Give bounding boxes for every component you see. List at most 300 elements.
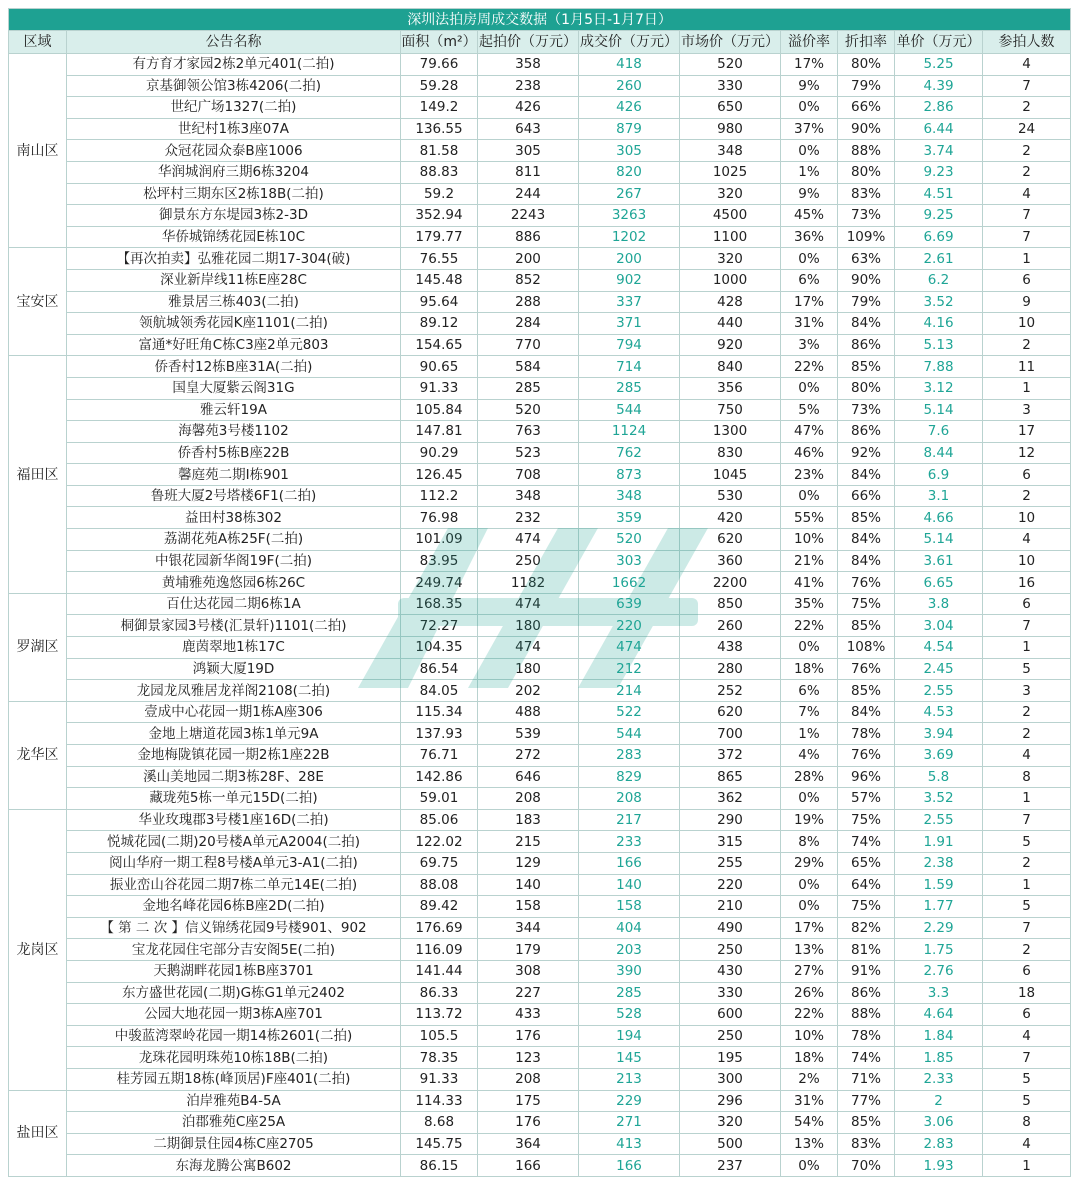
deal-price-cell: 303 (579, 550, 680, 572)
table-row (9, 377, 1071, 399)
start-price-cell: 179 (478, 939, 579, 961)
discount-rate-cell: 84% (838, 464, 895, 486)
header-bidder-count: 参拍人数 (983, 31, 1071, 54)
deal-price-cell: 213 (579, 1068, 680, 1090)
bidder-count-cell: 2 (983, 485, 1071, 507)
start-price-cell: 250 (478, 550, 579, 572)
market-price-cell: 520 (680, 54, 781, 76)
area-cell: 83.95 (401, 550, 478, 572)
start-price-cell: 232 (478, 507, 579, 529)
unit-price-cell: 6.9 (895, 464, 983, 486)
start-price-cell: 208 (478, 1068, 579, 1090)
unit-price-cell: 2.38 (895, 852, 983, 874)
listing-name-cell: 益田村38栋302 (67, 507, 401, 529)
start-price-cell: 643 (478, 118, 579, 140)
discount-rate-cell: 90% (838, 118, 895, 140)
table-row (9, 550, 1071, 572)
unit-price-cell: 7.88 (895, 356, 983, 378)
area-cell: 104.35 (401, 637, 478, 659)
area-cell: 91.33 (401, 1068, 478, 1090)
table-title: 深圳法拍房周成交数据（1月5日-1月7日） (9, 9, 1071, 31)
listing-name-cell: 振业峦山谷花园二期7栋二单元14E(二拍) (67, 874, 401, 896)
premium-rate-cell: 10% (781, 1025, 838, 1047)
listing-name-cell: 世纪广场1327(二拍) (67, 97, 401, 119)
area-cell: 149.2 (401, 97, 478, 119)
start-price-cell: 763 (478, 421, 579, 443)
start-price-cell: 2243 (478, 205, 579, 227)
premium-rate-cell: 31% (781, 1090, 838, 1112)
discount-rate-cell: 64% (838, 874, 895, 896)
premium-rate-cell: 0% (781, 874, 838, 896)
market-price-cell: 280 (680, 658, 781, 680)
deal-price-cell: 233 (579, 831, 680, 853)
area-cell: 137.93 (401, 723, 478, 745)
area-cell: 179.77 (401, 226, 478, 248)
table-row (9, 1133, 1071, 1155)
market-price-cell: 372 (680, 745, 781, 767)
table-row (9, 788, 1071, 810)
unit-price-cell: 7.6 (895, 421, 983, 443)
unit-price-cell: 3.94 (895, 723, 983, 745)
listing-name-cell: 国皇大厦紫云阁31G (67, 377, 401, 399)
listing-name-cell: 东海龙腾公寓B602 (67, 1155, 401, 1177)
area-cell: 105.5 (401, 1025, 478, 1047)
area-cell: 89.12 (401, 313, 478, 335)
discount-rate-cell: 73% (838, 205, 895, 227)
premium-rate-cell: 54% (781, 1112, 838, 1134)
bidder-count-cell: 3 (983, 399, 1071, 421)
unit-price-cell: 4.39 (895, 75, 983, 97)
unit-price-cell: 2.33 (895, 1068, 983, 1090)
market-price-cell: 315 (680, 831, 781, 853)
area-cell: 168.35 (401, 593, 478, 615)
market-price-cell: 920 (680, 334, 781, 356)
premium-rate-cell: 35% (781, 593, 838, 615)
market-price-cell: 620 (680, 529, 781, 551)
unit-price-cell: 2.86 (895, 97, 983, 119)
premium-rate-cell: 1% (781, 723, 838, 745)
area-cell: 116.09 (401, 939, 478, 961)
start-price-cell: 886 (478, 226, 579, 248)
premium-rate-cell: 31% (781, 313, 838, 335)
table-row (9, 205, 1071, 227)
market-price-cell: 290 (680, 809, 781, 831)
premium-rate-cell: 22% (781, 1004, 838, 1026)
discount-rate-cell: 57% (838, 788, 895, 810)
deal-price-cell: 520 (579, 529, 680, 551)
listing-name-cell: 世纪村1栋3座07A (67, 118, 401, 140)
start-price-cell: 244 (478, 183, 579, 205)
listing-name-cell: 【再次拍卖】弘雅花园二期17-304(破) (67, 248, 401, 270)
bidder-count-cell: 11 (983, 356, 1071, 378)
table-row (9, 485, 1071, 507)
market-price-cell: 430 (680, 960, 781, 982)
discount-rate-cell: 75% (838, 809, 895, 831)
unit-price-cell: 6.2 (895, 269, 983, 291)
start-price-cell: 175 (478, 1090, 579, 1112)
listing-name-cell: 领航城领秀花园K座1101(二拍) (67, 313, 401, 335)
area-cell: 72.27 (401, 615, 478, 637)
start-price-cell: 238 (478, 75, 579, 97)
bidder-count-cell: 2 (983, 723, 1071, 745)
bidder-count-cell: 1 (983, 377, 1071, 399)
deal-price-cell: 212 (579, 658, 680, 680)
area-cell: 90.65 (401, 356, 478, 378)
area-cell: 86.15 (401, 1155, 478, 1177)
bidder-count-cell: 8 (983, 766, 1071, 788)
unit-price-cell: 3.04 (895, 615, 983, 637)
region-cell: 宝安区 (9, 248, 67, 356)
deal-price-cell: 714 (579, 356, 680, 378)
header-deal-price: 成交价（万元） (579, 31, 680, 54)
bidder-count-cell: 1 (983, 1155, 1071, 1177)
bidder-count-cell: 2 (983, 939, 1071, 961)
market-price-cell: 210 (680, 896, 781, 918)
listing-name-cell: 鲁班大厦2号塔楼6F1(二拍) (67, 485, 401, 507)
table-row (9, 75, 1071, 97)
premium-rate-cell: 18% (781, 658, 838, 680)
market-price-cell: 980 (680, 118, 781, 140)
unit-price-cell: 4.54 (895, 637, 983, 659)
table-row (9, 1047, 1071, 1069)
unit-price-cell: 6.69 (895, 226, 983, 248)
listing-name-cell: 京基御领公馆3栋4206(二拍) (67, 75, 401, 97)
area-cell: 86.33 (401, 982, 478, 1004)
bidder-count-cell: 7 (983, 615, 1071, 637)
discount-rate-cell: 79% (838, 75, 895, 97)
start-price-cell: 176 (478, 1112, 579, 1134)
table-row (9, 507, 1071, 529)
table-row (9, 248, 1071, 270)
start-price-cell: 523 (478, 442, 579, 464)
listing-name-cell: 侨香村5栋B座22B (67, 442, 401, 464)
start-price-cell: 208 (478, 788, 579, 810)
premium-rate-cell: 9% (781, 75, 838, 97)
table-row (9, 680, 1071, 702)
start-price-cell: 200 (478, 248, 579, 270)
deal-price-cell: 271 (579, 1112, 680, 1134)
area-cell: 85.06 (401, 809, 478, 831)
discount-rate-cell: 86% (838, 334, 895, 356)
discount-rate-cell: 66% (838, 485, 895, 507)
unit-price-cell: 4.64 (895, 1004, 983, 1026)
table-row (9, 572, 1071, 594)
table-row (9, 1068, 1071, 1090)
discount-rate-cell: 76% (838, 658, 895, 680)
unit-price-cell: 3.74 (895, 140, 983, 162)
table-row (9, 1025, 1071, 1047)
start-price-cell: 166 (478, 1155, 579, 1177)
discount-rate-cell: 85% (838, 507, 895, 529)
column-header-row (9, 31, 1071, 54)
start-price-cell: 539 (478, 723, 579, 745)
area-cell: 95.64 (401, 291, 478, 313)
market-price-cell: 320 (680, 248, 781, 270)
deal-price-cell: 426 (579, 97, 680, 119)
premium-rate-cell: 0% (781, 97, 838, 119)
table-row (9, 442, 1071, 464)
premium-rate-cell: 37% (781, 118, 838, 140)
unit-price-cell: 1.84 (895, 1025, 983, 1047)
listing-name-cell: 华业玫瑰郡3号楼1座16D(二拍) (67, 809, 401, 831)
area-cell: 79.66 (401, 54, 478, 76)
start-price-cell: 123 (478, 1047, 579, 1069)
unit-price-cell: 4.66 (895, 507, 983, 529)
premium-rate-cell: 6% (781, 680, 838, 702)
premium-rate-cell: 41% (781, 572, 838, 594)
area-cell: 114.33 (401, 1090, 478, 1112)
table-title-row (9, 9, 1071, 31)
premium-rate-cell: 0% (781, 788, 838, 810)
premium-rate-cell: 3% (781, 334, 838, 356)
deal-price-cell: 140 (579, 874, 680, 896)
unit-price-cell: 4.51 (895, 183, 983, 205)
report-container (8, 8, 1070, 1177)
listing-name-cell: 华润城润府三期6栋3204 (67, 161, 401, 183)
market-price-cell: 320 (680, 183, 781, 205)
area-cell: 145.75 (401, 1133, 478, 1155)
premium-rate-cell: 27% (781, 960, 838, 982)
table-row (9, 54, 1071, 76)
unit-price-cell: 1.75 (895, 939, 983, 961)
area-cell: 76.55 (401, 248, 478, 270)
market-price-cell: 320 (680, 1112, 781, 1134)
listing-name-cell: 中骏蓝湾翠岭花园一期14栋2601(二拍) (67, 1025, 401, 1047)
deal-price-cell: 639 (579, 593, 680, 615)
discount-rate-cell: 63% (838, 248, 895, 270)
premium-rate-cell: 36% (781, 226, 838, 248)
deal-price-cell: 285 (579, 982, 680, 1004)
start-price-cell: 129 (478, 852, 579, 874)
deal-price-cell: 544 (579, 399, 680, 421)
start-price-cell: 285 (478, 377, 579, 399)
header-unit-price: 单价（万元） (895, 31, 983, 54)
table-row (9, 226, 1071, 248)
table-row (9, 313, 1071, 335)
listing-name-cell: 富通*好旺角C栋C3座2单元803 (67, 334, 401, 356)
start-price-cell: 358 (478, 54, 579, 76)
bidder-count-cell: 4 (983, 745, 1071, 767)
listing-name-cell: 宝龙花园住宅部分吉安阁5E(二拍) (67, 939, 401, 961)
bidder-count-cell: 2 (983, 852, 1071, 874)
unit-price-cell: 3.52 (895, 291, 983, 313)
discount-rate-cell: 78% (838, 1025, 895, 1047)
bidder-count-cell: 7 (983, 1047, 1071, 1069)
discount-rate-cell: 109% (838, 226, 895, 248)
deal-price-cell: 1124 (579, 421, 680, 443)
market-price-cell: 348 (680, 140, 781, 162)
deal-price-cell: 208 (579, 788, 680, 810)
header-start-price: 起拍价（万元） (478, 31, 579, 54)
market-price-cell: 500 (680, 1133, 781, 1155)
market-price-cell: 330 (680, 75, 781, 97)
market-price-cell: 440 (680, 313, 781, 335)
premium-rate-cell: 4% (781, 745, 838, 767)
unit-price-cell: 2.55 (895, 680, 983, 702)
listing-name-cell: 雅景居三栋403(二拍) (67, 291, 401, 313)
table-row (9, 291, 1071, 313)
unit-price-cell: 1.59 (895, 874, 983, 896)
start-price-cell: 474 (478, 529, 579, 551)
discount-rate-cell: 84% (838, 529, 895, 551)
listing-name-cell: 百仕达花园二期6栋1A (67, 593, 401, 615)
market-price-cell: 2200 (680, 572, 781, 594)
bidder-count-cell: 10 (983, 550, 1071, 572)
table-row (9, 1112, 1071, 1134)
premium-rate-cell: 8% (781, 831, 838, 853)
market-price-cell: 428 (680, 291, 781, 313)
premium-rate-cell: 18% (781, 1047, 838, 1069)
table-row (9, 183, 1071, 205)
deal-price-cell: 158 (579, 896, 680, 918)
discount-rate-cell: 75% (838, 593, 895, 615)
region-cell: 南山区 (9, 54, 67, 248)
premium-rate-cell: 10% (781, 529, 838, 551)
discount-rate-cell: 92% (838, 442, 895, 464)
start-price-cell: 433 (478, 1004, 579, 1026)
table-row (9, 852, 1071, 874)
premium-rate-cell: 0% (781, 1155, 838, 1177)
unit-price-cell: 3.12 (895, 377, 983, 399)
market-price-cell: 865 (680, 766, 781, 788)
listing-name-cell: 鸿颖大厦19D (67, 658, 401, 680)
table-row (9, 334, 1071, 356)
area-cell: 69.75 (401, 852, 478, 874)
region-cell: 龙岗区 (9, 809, 67, 1090)
area-cell: 352.94 (401, 205, 478, 227)
listing-name-cell: 东方盛世花园(二期)G栋G1单元2402 (67, 982, 401, 1004)
bidder-count-cell: 2 (983, 701, 1071, 723)
bidder-count-cell: 6 (983, 960, 1071, 982)
area-cell: 142.86 (401, 766, 478, 788)
area-cell: 86.54 (401, 658, 478, 680)
unit-price-cell: 3.3 (895, 982, 983, 1004)
premium-rate-cell: 13% (781, 939, 838, 961)
deal-price-cell: 1662 (579, 572, 680, 594)
table-row (9, 399, 1071, 421)
discount-rate-cell: 81% (838, 939, 895, 961)
region-cell: 龙华区 (9, 701, 67, 809)
unit-price-cell: 3.06 (895, 1112, 983, 1134)
bidder-count-cell: 9 (983, 291, 1071, 313)
bidder-count-cell: 1 (983, 874, 1071, 896)
start-price-cell: 284 (478, 313, 579, 335)
start-price-cell: 183 (478, 809, 579, 831)
premium-rate-cell: 1% (781, 161, 838, 183)
premium-rate-cell: 0% (781, 248, 838, 270)
deal-price-cell: 348 (579, 485, 680, 507)
market-price-cell: 250 (680, 1025, 781, 1047)
unit-price-cell: 5.8 (895, 766, 983, 788)
discount-rate-cell: 85% (838, 1112, 895, 1134)
listing-name-cell: 悦城花园(二期)20号楼A单元A2004(二拍) (67, 831, 401, 853)
discount-rate-cell: 84% (838, 701, 895, 723)
region-cell: 盐田区 (9, 1090, 67, 1176)
deal-price-cell: 873 (579, 464, 680, 486)
listing-name-cell: 阅山华府一期工程8号楼A单元3-A1(二拍) (67, 852, 401, 874)
area-cell: 76.98 (401, 507, 478, 529)
deal-price-cell: 145 (579, 1047, 680, 1069)
discount-rate-cell: 84% (838, 313, 895, 335)
table-body (9, 54, 1071, 1177)
market-price-cell: 220 (680, 874, 781, 896)
discount-rate-cell: 79% (838, 291, 895, 313)
market-price-cell: 438 (680, 637, 781, 659)
deal-price-cell: 3263 (579, 205, 680, 227)
start-price-cell: 180 (478, 615, 579, 637)
market-price-cell: 362 (680, 788, 781, 810)
bidder-count-cell: 2 (983, 334, 1071, 356)
market-price-cell: 420 (680, 507, 781, 529)
premium-rate-cell: 28% (781, 766, 838, 788)
market-price-cell: 237 (680, 1155, 781, 1177)
start-price-cell: 364 (478, 1133, 579, 1155)
deal-price-cell: 474 (579, 637, 680, 659)
listing-name-cell: 荔湖花苑A栋25F(二拍) (67, 529, 401, 551)
premium-rate-cell: 22% (781, 356, 838, 378)
unit-price-cell: 1.85 (895, 1047, 983, 1069)
market-price-cell: 360 (680, 550, 781, 572)
deal-price-cell: 166 (579, 1155, 680, 1177)
area-cell: 59.28 (401, 75, 478, 97)
deal-price-cell: 220 (579, 615, 680, 637)
start-price-cell: 852 (478, 269, 579, 291)
market-price-cell: 300 (680, 1068, 781, 1090)
market-price-cell: 650 (680, 97, 781, 119)
discount-rate-cell: 66% (838, 97, 895, 119)
unit-price-cell: 4.16 (895, 313, 983, 335)
deal-price-cell: 283 (579, 745, 680, 767)
unit-price-cell: 2.55 (895, 809, 983, 831)
start-price-cell: 488 (478, 701, 579, 723)
premium-rate-cell: 6% (781, 269, 838, 291)
deal-price-cell: 305 (579, 140, 680, 162)
listing-name-cell: 龙珠花园明珠苑10栋18B(二拍) (67, 1047, 401, 1069)
premium-rate-cell: 13% (781, 1133, 838, 1155)
market-price-cell: 356 (680, 377, 781, 399)
unit-price-cell: 5.14 (895, 529, 983, 551)
deal-price-cell: 418 (579, 54, 680, 76)
table-row (9, 118, 1071, 140)
discount-rate-cell: 71% (838, 1068, 895, 1090)
premium-rate-cell: 17% (781, 917, 838, 939)
area-cell: 91.33 (401, 377, 478, 399)
market-price-cell: 252 (680, 680, 781, 702)
unit-price-cell: 2.45 (895, 658, 983, 680)
unit-price-cell: 1.91 (895, 831, 983, 853)
unit-price-cell: 3.61 (895, 550, 983, 572)
area-cell: 88.08 (401, 874, 478, 896)
deal-price-cell: 166 (579, 852, 680, 874)
discount-rate-cell: 78% (838, 723, 895, 745)
start-price-cell: 272 (478, 745, 579, 767)
area-cell: 90.29 (401, 442, 478, 464)
start-price-cell: 426 (478, 97, 579, 119)
discount-rate-cell: 73% (838, 399, 895, 421)
premium-rate-cell: 29% (781, 852, 838, 874)
deal-price-cell: 203 (579, 939, 680, 961)
table-row (9, 356, 1071, 378)
discount-rate-cell: 86% (838, 982, 895, 1004)
table-row (9, 1155, 1071, 1177)
deal-price-cell: 337 (579, 291, 680, 313)
unit-price-cell: 4.53 (895, 701, 983, 723)
market-price-cell: 1025 (680, 161, 781, 183)
unit-price-cell: 6.65 (895, 572, 983, 594)
listing-name-cell: 金地梅陇镇花园一期2栋1座22B (67, 745, 401, 767)
area-cell: 59.01 (401, 788, 478, 810)
area-cell: 59.2 (401, 183, 478, 205)
